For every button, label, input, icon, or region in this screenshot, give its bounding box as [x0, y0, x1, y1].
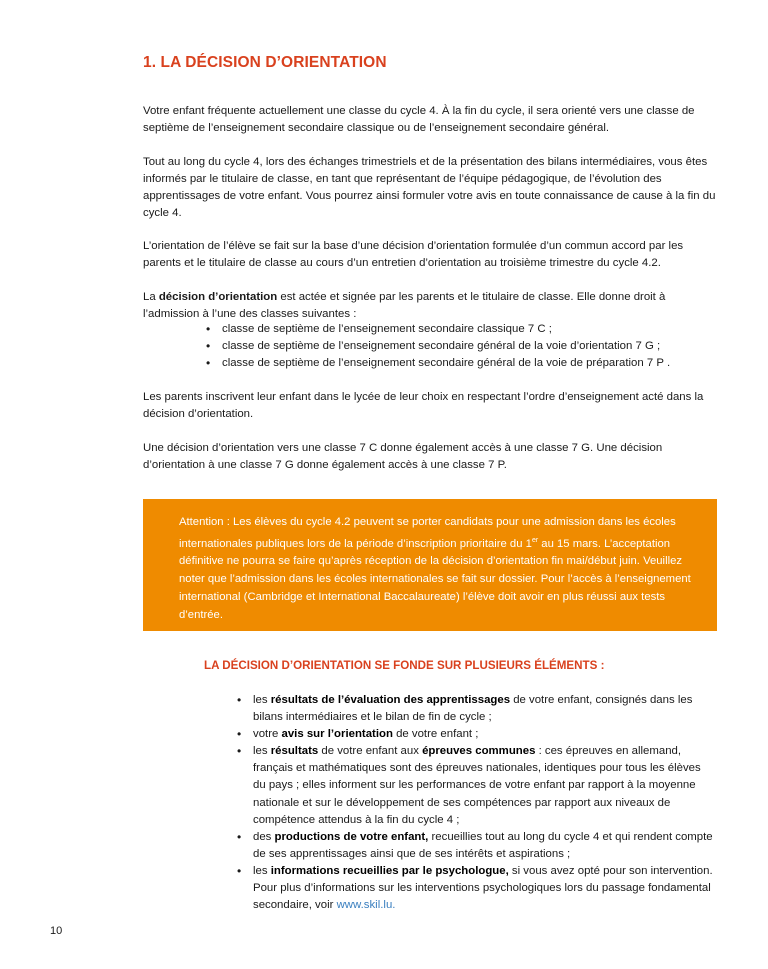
paragraph-inscription: Les parents inscrivent leur enfant dans le lycée de leur choix en respectant l’ordre d’enseignement acté dans la décision d’orientation. — [143, 391, 704, 420]
item-text: votre — [253, 728, 282, 741]
item-text: de votre enfant ; — [392, 728, 479, 741]
skil-link[interactable]: www.skil.lu. — [336, 899, 396, 912]
item-bold: résultats — [270, 745, 319, 758]
page-title: 1. LA DÉCISION D’ORIENTATION — [143, 54, 387, 71]
item-bold: productions de votre enfant, — [274, 830, 429, 843]
attention-text-end: au 15 mars. L’acceptation définitive ne pourra se faire qu’après réception de la décision d’orientation fin mai/début juin. Veuillez noter que l’admission dans les écoles internationales se fait sur dossier. Pour l’accès à l’enseignement international (Cambridge et International Baccalaureate) l’élève doit avoir en plus réussi aux tests d’entrée. — [179, 537, 691, 621]
classes-list — [204, 321, 724, 372]
item-text: les — [253, 694, 271, 706]
paragraph-decision — [143, 289, 723, 323]
item-bold: résultats de l’évaluation des apprentissages — [270, 694, 511, 706]
list-item — [234, 726, 714, 743]
attention-notice — [143, 499, 717, 631]
item-text: de votre enfant, consignés dans les bilans intermédiaires et le bilan de fin de cycle ; — [253, 694, 693, 724]
section-subheading: LA DÉCISION D’ORIENTATION SE FONDE SUR PLUSIEURS ÉLÉMENTS : — [204, 659, 605, 672]
ordinal-superscript: er — [531, 536, 539, 544]
item-text: recueillies tout au long du cycle 4 et qui rendent compte de ses apprentissages ainsi que de ses intérêts et aspirations ; — [253, 830, 713, 860]
list-item: • classe de septième de l’enseignement secondaire général de la voie d’orientation 7 G ; — [204, 338, 724, 355]
attention-text-start: Attention : Les élèves du cycle 4.2 peuvent se porter candidats pour une admission dans les écoles internationales publiques lors de la période d’inscription prioritaire du 1 — [179, 516, 676, 550]
paragraph-orientation-basis: L’orientation de l’élève se fait sur la base d’une décision d’orientation formulée d’un commun accord par les parents et le titulaire de classe au cours d’un entretien d’orientation au troisième trimestre du cycle 4.2. — [143, 240, 684, 269]
list-item — [234, 829, 714, 863]
page-number: 10 — [50, 925, 63, 937]
item-text: si vous avez opté pour son intervention. Pour plus d’informations sur les interventions psychologiques lors du passage fondamental secondaire, voir — [253, 864, 713, 912]
item-text: les — [253, 864, 271, 877]
attention-text — [179, 514, 697, 625]
item-text: de votre enfant aux — [318, 745, 423, 758]
list-item — [234, 743, 714, 828]
list-item — [234, 692, 714, 726]
paragraph-cycle4: Votre enfant fréquente actuellement une classe du cycle 4. À la fin du cycle, il sera orienté vers une classe de septième de l’enseignement secondaire classique ou de l’enseignement secondaire général. — [143, 105, 695, 134]
elements-list — [234, 692, 714, 914]
item-text: : ces épreuves en allemand, français et mathématiques sont des épreuves nationales, identiques pour tous les élèves du pays ; elles informent sur les performances de votre enfant par rapport à la moyenne nationale et sur le développement de ses compétences par rapport aux niveaux de compétence attendus à la fin du cycle 4 ; — [253, 745, 701, 826]
list-item: • classe de septième de l’enseignement secondaire classique 7 C ; — [204, 321, 724, 338]
item-text: des — [253, 830, 275, 843]
item-bold: épreuves communes — [422, 745, 536, 758]
list-item — [234, 863, 714, 914]
item-bold: avis sur l’orientation — [281, 728, 393, 741]
decision-term: décision d’orientation — [158, 291, 278, 303]
decision-suffix: est actée et signée par les parents et le titulaire de classe. Elle donne droit à l’admission à l’une des classes suivantes : — [143, 291, 666, 320]
item-bold: informations recueillies par le psychologue, — [270, 864, 509, 877]
decision-prefix: La — [143, 291, 159, 303]
paragraph-access: Une décision d’orientation vers une classe 7 C donne également accès à une classe 7 G. Une décision d’orientation à une classe 7 G donne également accès à une classe 7 P. — [143, 442, 663, 471]
item-text: les — [253, 745, 271, 758]
paragraph-bilans: Tout au long du cycle 4, lors des échanges trimestriels et de la présentation des bilans intermédiaires, vous êtes informés par le titulaire de classe, en tant que représentant de l’équipe pédagogique, de l’évolution des apprentissages de votre enfant. Vous pourrez ainsi formuler votre avis en toute connaissance de cause à la fin du cycle 4. — [143, 156, 716, 219]
list-item: • classe de septième de l’enseignement secondaire général de la voie de préparation 7 P . — [204, 355, 724, 372]
